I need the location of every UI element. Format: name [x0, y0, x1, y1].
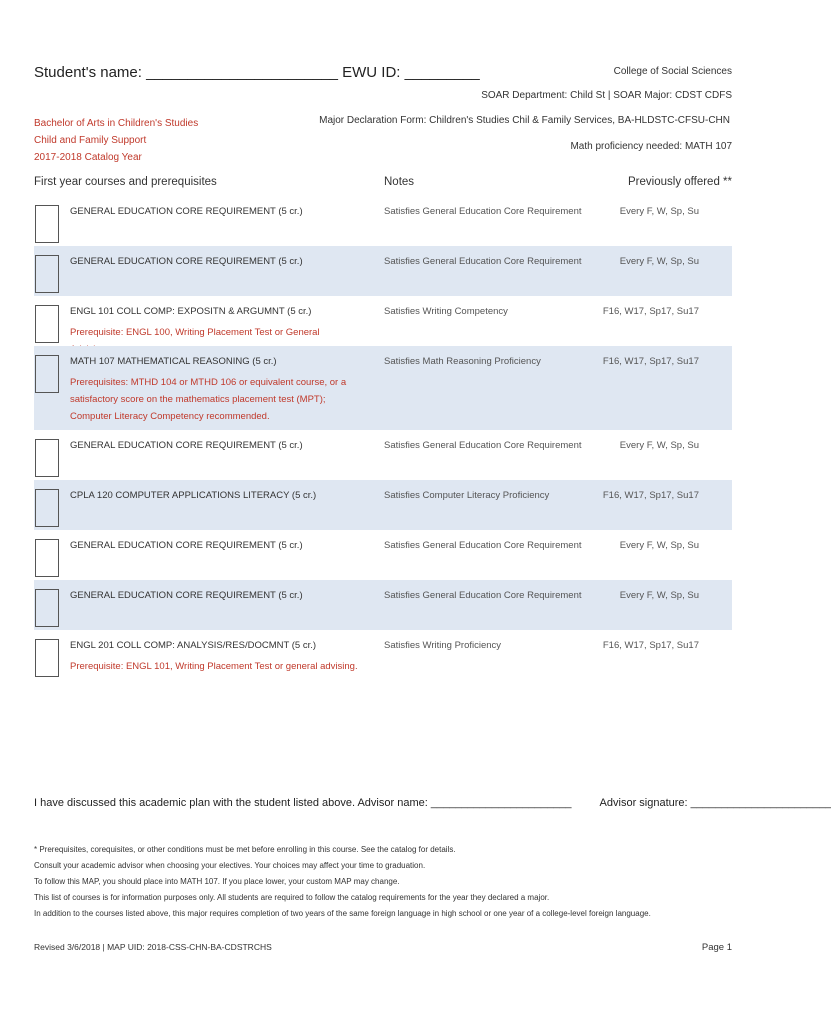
course-checkbox[interactable]: [35, 255, 59, 293]
course-table: [34, 196, 732, 680]
course-title: GENERAL EDUCATION CORE REQUIREMENT (5 cr.): [70, 256, 303, 267]
course-note: Satisfies General Education Core Requirement: [384, 440, 582, 451]
course-note: Satisfies General Education Core Requirement: [384, 206, 582, 217]
column-header-previously-offered: Previously offered **: [628, 176, 732, 188]
course-note: Satisfies General Education Core Requirement: [384, 540, 582, 551]
program-concentration: Child and Family Support: [34, 135, 147, 146]
table-row: [34, 246, 732, 296]
footnote: * Prerequisites, corequisites, or other conditions must be met before enrolling in this course. See the catalog for details.: [34, 845, 456, 854]
college-name: College of Social Sciences: [613, 66, 732, 77]
course-title: GENERAL EDUCATION CORE REQUIREMENT (5 cr.): [70, 590, 303, 601]
course-checkbox[interactable]: [35, 205, 59, 243]
course-title: GENERAL EDUCATION CORE REQUIREMENT (5 cr.): [70, 540, 303, 551]
course-offered: F16, W17, Sp17, Su17: [602, 640, 699, 651]
course-title: CPLA 120 COMPUTER APPLICATIONS LITERACY (5 cr.): [70, 490, 317, 501]
major-declaration: Major Declaration Form: Children's Studies Chil & Family Services, BA-HLDSTC-CFSU-CHN: [319, 115, 730, 126]
course-offered: Every F, W, Sp, Su: [619, 440, 699, 451]
column-header-courses: First year courses and prerequisites: [34, 176, 217, 188]
program-degree: Bachelor of Arts in Children's Studies: [34, 118, 199, 129]
advisor-line: [34, 797, 831, 809]
course-title: ENGL 201 COLL COMP: ANALYSIS/RES/DOCMNT (5 cr.): [70, 640, 317, 651]
course-offered: F16, W17, Sp17, Su17: [602, 306, 699, 317]
course-checkbox[interactable]: [35, 305, 59, 343]
course-checkbox[interactable]: [35, 539, 59, 577]
course-offered: Every F, W, Sp, Su: [619, 206, 699, 217]
column-header-notes: Notes: [384, 176, 415, 188]
soar-department-major: SOAR Department: Child St | SOAR Major: CDST CDFS: [481, 90, 732, 101]
course-note: Satisfies Math Reasoning Proficiency: [384, 356, 541, 367]
footnote: Consult your academic advisor when choosing your electives. Your choices may affect your time to graduation.: [34, 861, 426, 870]
program-catalog-year: 2017-2018 Catalog Year: [34, 152, 142, 163]
course-checkbox[interactable]: [35, 439, 59, 477]
course-prerequisite: Prerequisite: ENGL 101, Writing Placement Test or general advising.: [70, 661, 358, 672]
course-note: Satisfies Computer Literacy Proficiency: [384, 490, 550, 501]
program-info: [34, 115, 198, 166]
course-checkbox[interactable]: [35, 355, 59, 393]
course-offered: Every F, W, Sp, Su: [619, 590, 699, 601]
table-row: [34, 630, 732, 680]
course-title: GENERAL EDUCATION CORE REQUIREMENT (5 cr.): [70, 440, 303, 451]
table-row: [34, 530, 732, 580]
footnote: To follow this MAP, you should place into MATH 107. If you place lower, your custom MAP may change.: [34, 877, 400, 886]
revision-info: Revised 3/6/2018 | MAP UID: 2018-CSS-CHN-BA-CDSTRCHS: [34, 942, 272, 952]
course-offered: F16, W17, Sp17, Su17: [602, 490, 699, 501]
course-prerequisite: Prerequisites: MTHD 104 or MTHD 106 or equivalent course, or a satisfactory score on the mathematics placement test (MPT); Computer Literacy Competency recommended.: [70, 377, 347, 422]
course-title: MATH 107 MATHEMATICAL REASONING (5 cr.): [70, 356, 277, 367]
course-checkbox[interactable]: [35, 639, 59, 677]
course-note: Satisfies General Education Core Requirement: [384, 590, 582, 601]
footnote: This list of courses is for information purposes only. All students are required to follow the catalog requirements for the year they declared a major.: [34, 893, 550, 902]
course-offered: F16, W17, Sp17, Su17: [602, 356, 699, 367]
table-row: [34, 296, 732, 346]
course-prerequisite: Prerequisite: ENGL 100, Writing Placement Test or General: [70, 327, 320, 338]
table-row: [34, 346, 732, 430]
course-offered: Every F, W, Sp, Su: [619, 256, 699, 267]
student-name-id-line: Student's name: _______________________ EWU ID: _________: [34, 64, 480, 81]
course-note: Satisfies Writing Proficiency: [384, 640, 502, 651]
course-note: Satisfies Writing Competency: [384, 306, 508, 317]
course-title: ENGL 101 COLL COMP: EXPOSITN & ARGUMNT (5 cr.): [70, 306, 312, 317]
table-row: [34, 580, 732, 630]
footnote: In addition to the courses listed above, this major requires completion of two years of the same foreign language in high school or one year of a college-level foreign language.: [34, 909, 651, 918]
advisor-name-statement: I have discussed this academic plan with the student listed above. Advisor name: _______________________: [34, 797, 572, 809]
course-note: Satisfies General Education Core Requirement: [384, 256, 582, 267]
table-row: [34, 196, 732, 246]
course-checkbox[interactable]: [35, 489, 59, 527]
course-checkbox[interactable]: [35, 589, 59, 627]
math-proficiency: Math proficiency needed: MATH 107: [570, 141, 732, 152]
course-title: GENERAL EDUCATION CORE REQUIREMENT (5 cr.): [70, 206, 303, 217]
table-row: [34, 430, 732, 480]
page-number: Page 1: [701, 942, 732, 953]
table-row: [34, 480, 732, 530]
advisor-signature: Advisor signature: _______________________: [599, 797, 831, 809]
footnotes: [34, 842, 651, 922]
course-offered: Every F, W, Sp, Su: [619, 540, 699, 551]
